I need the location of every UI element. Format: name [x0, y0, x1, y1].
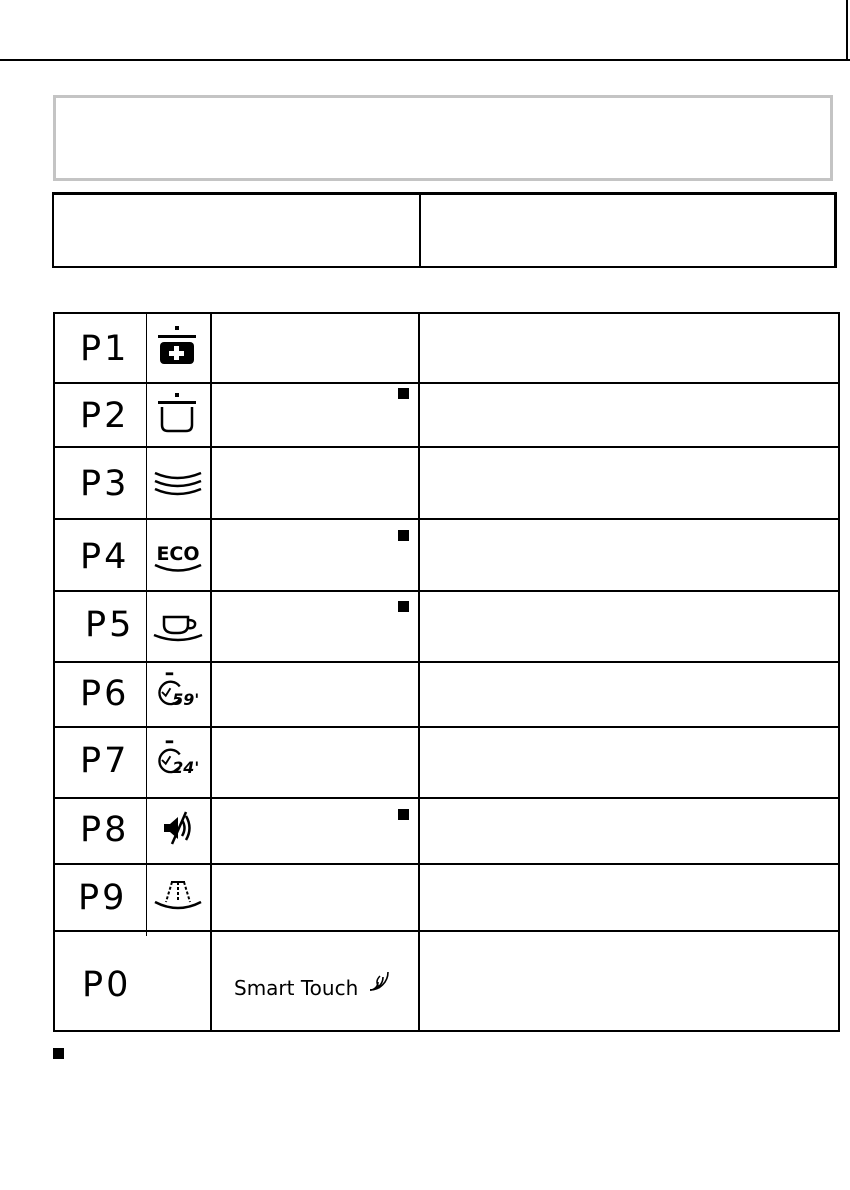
row-separator [55, 930, 838, 932]
program-code: P2 [80, 396, 130, 436]
footnote-marker [53, 1048, 64, 1059]
row-separator [55, 518, 838, 520]
program-code: P5 [85, 605, 135, 645]
row-separator [55, 446, 838, 448]
row-separator [55, 590, 838, 592]
marker-square [398, 601, 409, 612]
cup-icon [150, 603, 206, 651]
row-separator [55, 661, 838, 663]
row-separator [55, 797, 838, 799]
rinse-icon [150, 872, 206, 920]
timer-59-icon [148, 668, 204, 716]
icon-name-divider [210, 314, 212, 1030]
program-code: P7 [80, 741, 130, 781]
program-code: P9 [78, 878, 128, 918]
timer-59-text: 59' [172, 690, 200, 710]
table-header [52, 192, 837, 268]
program-code: P1 [80, 329, 130, 369]
program-code: P4 [80, 537, 130, 577]
smart-touch-label: Smart Touch [234, 976, 359, 1000]
eco-icon-text: ECO [156, 543, 200, 565]
program-code: P0 [82, 965, 132, 1005]
smart-touch-icon [364, 962, 390, 992]
timer-24-text: 24' [172, 758, 200, 778]
waves-icon [150, 459, 206, 507]
timer-24-icon [148, 736, 204, 784]
title-box [53, 95, 833, 181]
marker-square [398, 809, 409, 820]
row-separator [55, 863, 838, 865]
pot-icon [150, 389, 206, 437]
mute-icon [150, 804, 206, 852]
marker-square [398, 388, 409, 399]
header-divider [419, 195, 421, 266]
row-separator [55, 382, 838, 384]
program-code: P6 [80, 674, 130, 714]
program-code: P3 [80, 464, 130, 504]
eco-icon [150, 532, 206, 580]
row-separator [55, 726, 838, 728]
page-corner-rule [846, 0, 848, 60]
name-desc-divider [418, 314, 420, 1030]
intensive-pot-icon [150, 322, 206, 370]
program-code: P8 [80, 810, 130, 850]
marker-square [398, 530, 409, 541]
page-top-rule [0, 59, 850, 61]
